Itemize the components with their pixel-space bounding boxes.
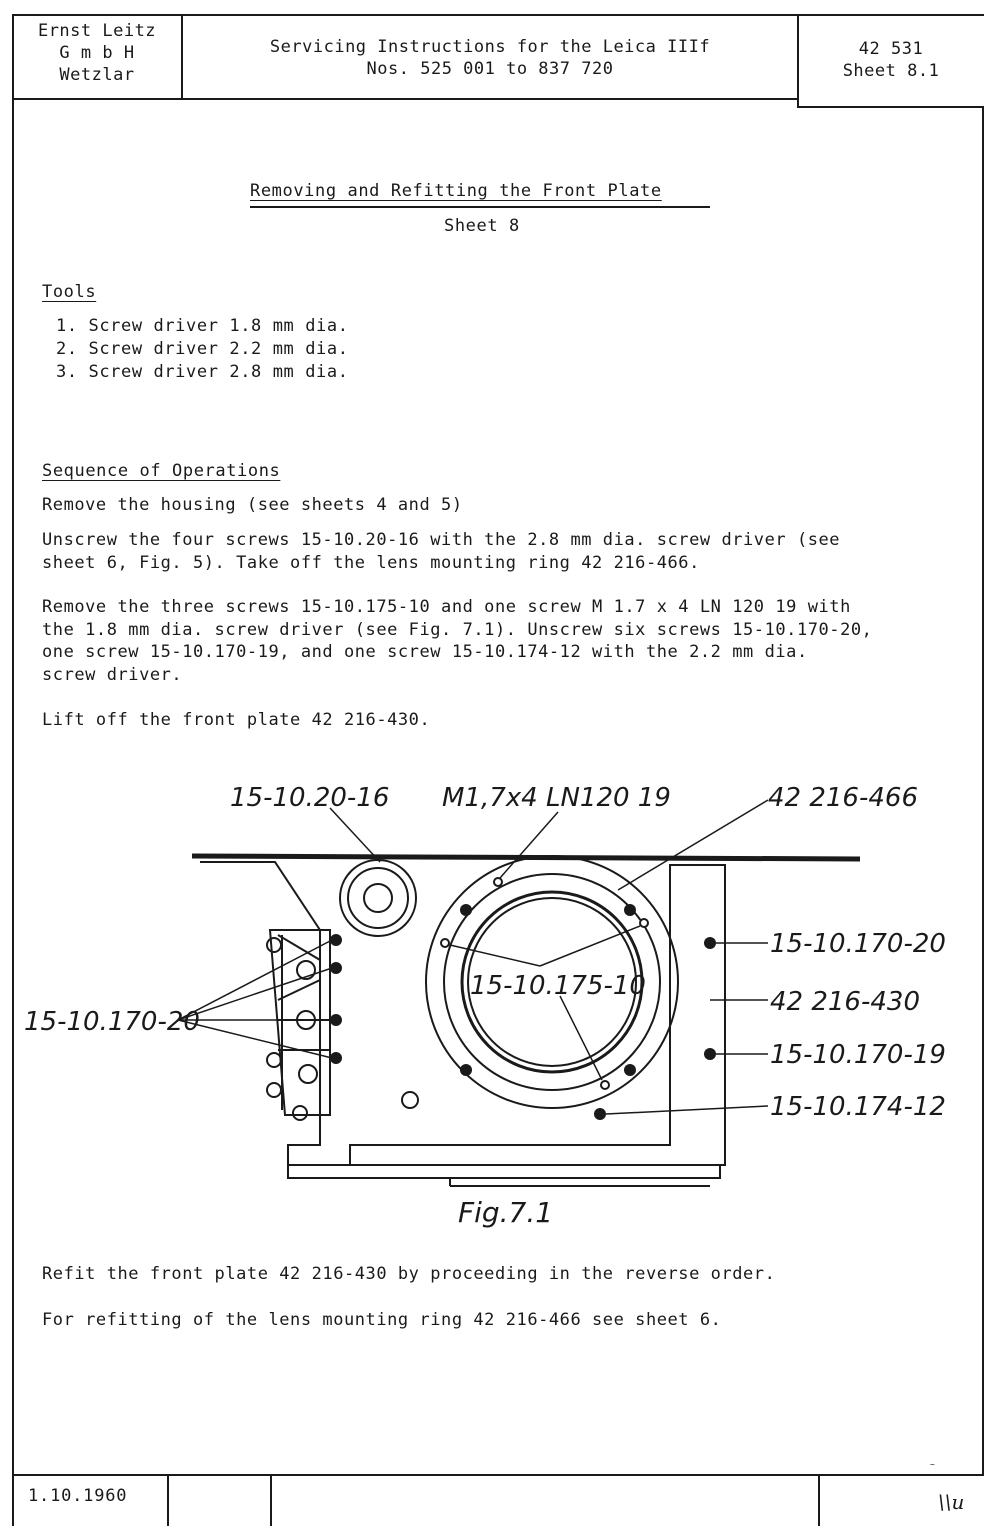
printer-mark: ~ — [930, 1460, 935, 1469]
callout-label: 15-10.170-20 — [770, 929, 946, 959]
company-cell — [12, 14, 182, 110]
page-subtitle: Sheet 8 — [444, 216, 520, 236]
company-line: Ernst Leitz — [37, 21, 157, 41]
page-title: Removing and Refitting the Front Plate — [250, 181, 662, 201]
header-serials: Nos. 525 001 to 837 720 — [366, 59, 614, 79]
sequence-heading: Sequence of Operations — [42, 461, 281, 481]
figure-caption: Fig.7.1 — [458, 1196, 554, 1229]
company-line: Wetzlar — [59, 65, 135, 85]
tool-item: 3. Screw driver 2.8 mm dia. — [56, 362, 349, 382]
front-plate-figure — [20, 770, 980, 1240]
step-paragraph: Remove the housing (see sheets 4 and 5) — [42, 495, 463, 515]
footer-date: 1.10.1960 — [28, 1486, 128, 1506]
tool-item: 2. Screw driver 2.2 mm dia. — [56, 339, 349, 359]
callout-label: 15-10.175-10 — [470, 971, 646, 1001]
tools-heading: Tools — [42, 282, 97, 302]
callout-label: 42 216-466 — [768, 783, 918, 813]
callout-label: 15-10.170-20 — [24, 1007, 200, 1037]
callout-label: 15-10.174-12 — [770, 1092, 946, 1122]
callout-label: M1,7x4 LN120 19 — [442, 783, 671, 813]
step-paragraph: Remove the three screws 15-10.175-10 and one screw M 1.7 x 4 LN 120 19 with the 1.8 mm dia. screw driver (see Fig. 7.1). Unscrew six screws 15-10.170-20, one screw 15-10.170-19, and one screw 15-10.174-12 with the 2.2 mm dia. screw driver. — [42, 597, 873, 685]
step-paragraph: Unscrew the four screws 15-10.20-16 with the 2.8 mm dia. screw driver (see sheet 6, Fig. 5). Take off the lens mounting ring 42 216-466. — [42, 530, 841, 573]
tool-item: 1. Screw driver 1.8 mm dia. — [56, 316, 349, 336]
doc-number: 42 531 — [858, 39, 924, 59]
closing-paragraph: Refit the front plate 42 216-430 by proceeding in the reverse order. — [42, 1264, 776, 1284]
title-cell — [182, 14, 798, 110]
closing-paragraph: For refitting of the lens mounting ring 42 216-466 see sheet 6. — [42, 1310, 722, 1330]
sheet-number: Sheet 8.1 — [842, 61, 940, 81]
callout-label: 15-10.20-16 — [230, 783, 390, 813]
step-paragraph: Lift off the front plate 42 216-430. — [42, 710, 431, 730]
callout-label: 42 216-430 — [770, 987, 920, 1017]
callout-label: 15-10.170-19 — [770, 1040, 946, 1070]
company-line: G m b H — [59, 43, 135, 63]
ref-cell — [798, 14, 984, 110]
handwritten-mark: \\u — [938, 1490, 965, 1514]
footer-table — [12, 1474, 984, 1526]
header-table — [12, 14, 984, 110]
header-title: Servicing Instructions for the Leica IIIf — [269, 37, 711, 57]
